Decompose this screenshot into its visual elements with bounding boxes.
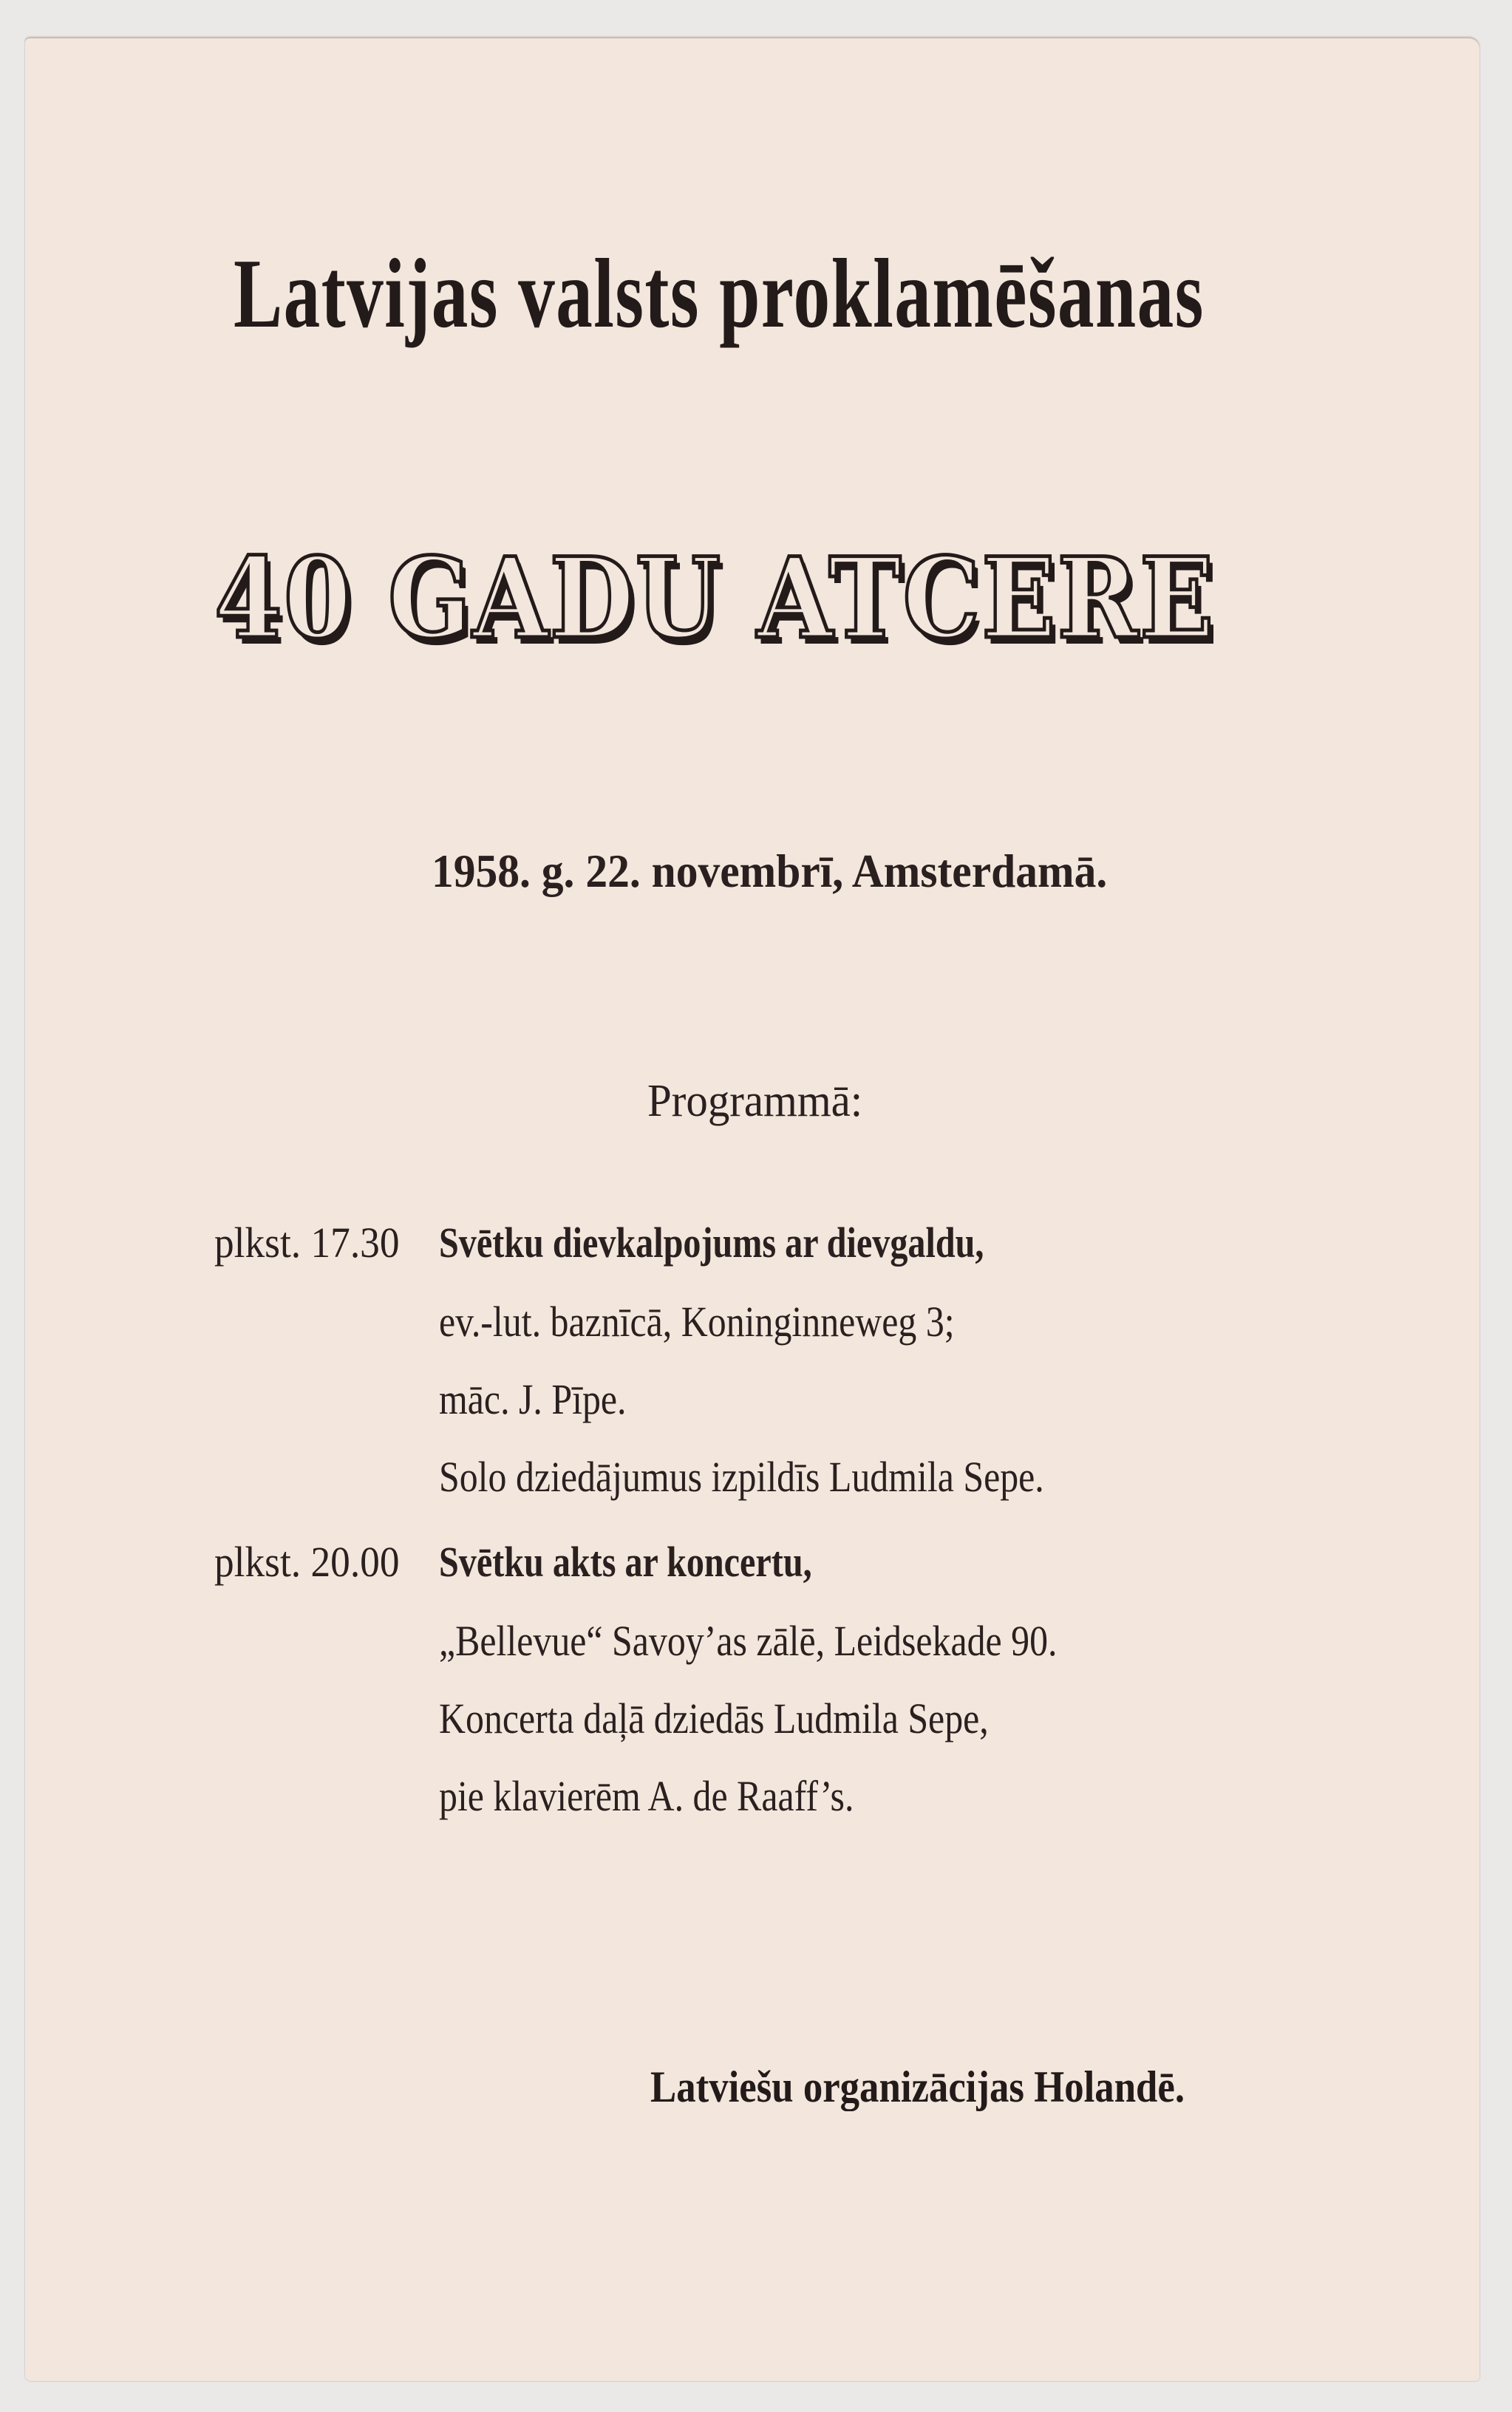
event-2-time-prefix: plkst.: [214, 1538, 302, 1586]
event-2-headline: Svētku akts ar koncertu,: [439, 1538, 812, 1586]
date-place: 1958. g. 22. novembrī, Amsterdamā.: [432, 845, 1108, 897]
event-2-time: [214, 1537, 400, 1587]
event-1-time-value: 17.30: [310, 1219, 400, 1267]
event-2-time-value: 20.00: [310, 1538, 400, 1586]
program-label: Programmā:: [647, 1076, 863, 1126]
event-1-headline: Svētku dievkalpojums ar dievgaldu,: [439, 1219, 984, 1267]
event-2-detail-3: pie klavierēm A. de Raaff’s.: [439, 1772, 854, 1820]
event-1-time-prefix: plkst.: [214, 1219, 302, 1267]
paper-sheet: [25, 37, 1479, 2381]
event-1-detail-3: Solo dziedājumus izpildīs Ludmila Sepe.: [439, 1453, 1044, 1501]
event-1-detail-1: ev.-lut. baznīcā, Koninginneweg 3;: [439, 1298, 955, 1346]
footer-organization: Latviešu organizācijas Holandē.: [650, 2062, 1185, 2111]
event-2-detail-2: Koncerta daļā dziedās Ludmila Sepe,: [439, 1694, 989, 1742]
title-outline: 40 GADU ATCERE: [214, 534, 1216, 664]
event-1-time: [214, 1218, 400, 1267]
heading: Latvijas valsts proklamēšanas: [234, 239, 1205, 348]
event-2-detail-1: „Bellevue“ Savoy’as zālē, Leidsekade 90.: [439, 1617, 1058, 1665]
event-1-detail-2: māc. J. Pīpe.: [439, 1375, 627, 1423]
